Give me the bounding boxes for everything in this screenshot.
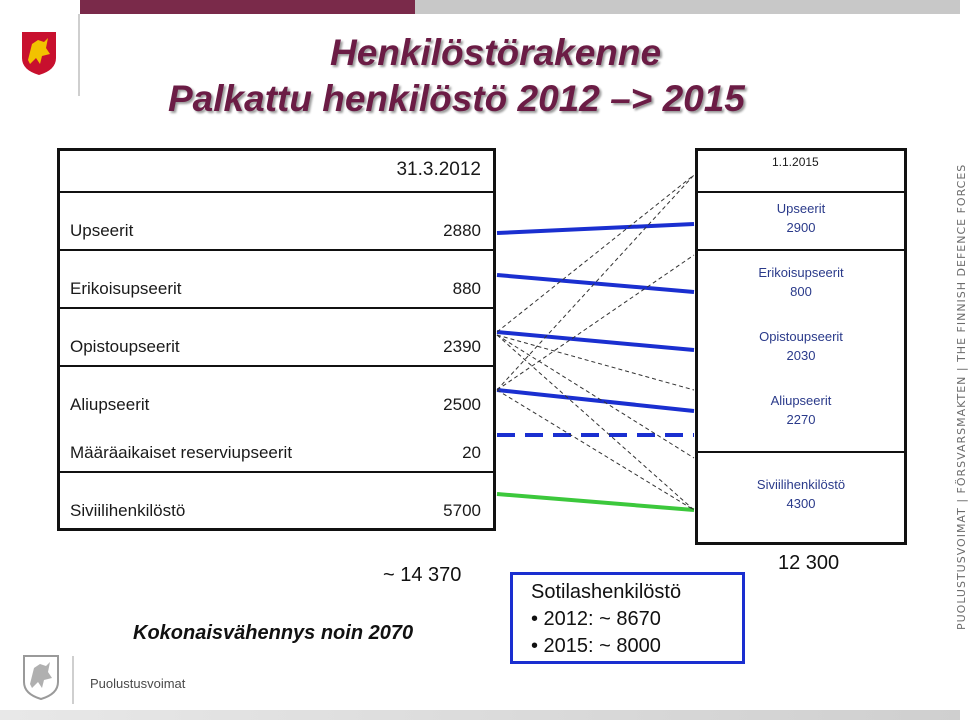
footer-emblem-icon bbox=[22, 654, 60, 700]
row-value: 2390 bbox=[443, 337, 481, 356]
row-value: 2880 bbox=[443, 221, 481, 240]
row-value: 5700 bbox=[443, 501, 481, 520]
row-label: Määräaikaiset reserviupseerit bbox=[70, 443, 293, 462]
total-reduction: Kokonaisvähennys noin 2070 bbox=[133, 622, 414, 644]
row-value: 20 bbox=[462, 443, 481, 462]
row-label: Upseerit bbox=[70, 221, 134, 240]
military-box-line2: • 2015: ~ 8000 bbox=[531, 635, 661, 657]
cell-value: 2270 bbox=[786, 412, 816, 427]
connector-siviilihenkilosto bbox=[497, 494, 694, 510]
connector-aliupseerit bbox=[497, 390, 694, 411]
total-2012: ~ 14 370 bbox=[383, 564, 462, 586]
bottom-bar bbox=[0, 710, 960, 720]
page-title: Henkilöstörakenne bbox=[330, 32, 662, 73]
side-organisation-text: PUOLUSTUSVOIMAT | FÖRSVARSMAKTEN | THE FINNISH DEFENCE FORCES bbox=[955, 163, 968, 630]
table-2012-date: 31.3.2012 bbox=[396, 159, 481, 180]
cell-label: Aliupseerit bbox=[770, 393, 832, 408]
page-subtitle: Palkattu henkilöstö 2012 –> 2015 bbox=[168, 78, 745, 119]
cell-value: 800 bbox=[790, 284, 812, 299]
row-value: 2500 bbox=[443, 395, 481, 414]
military-personnel-box bbox=[510, 572, 745, 664]
row-label: Aliupseerit bbox=[70, 395, 150, 414]
cell-value: 2030 bbox=[786, 348, 816, 363]
military-box-title: Sotilashenkilöstö bbox=[531, 581, 682, 603]
connector-erikoisupseerit bbox=[497, 275, 694, 292]
row-value: 880 bbox=[452, 279, 481, 298]
row-label: Opistoupseerit bbox=[70, 337, 180, 356]
cell-label: Opistoupseerit bbox=[759, 329, 843, 344]
cell-label: Upseerit bbox=[776, 201, 826, 216]
total-2015: 12 300 bbox=[778, 552, 840, 574]
footer-divider bbox=[72, 656, 74, 704]
row-label: Siviilihenkilöstö bbox=[70, 501, 186, 520]
table-2015-date: 1.1.2015 bbox=[772, 155, 819, 169]
cell-value: 2900 bbox=[786, 220, 816, 235]
connector-opistoupseerit bbox=[497, 332, 694, 350]
connector-upseerit bbox=[497, 224, 694, 233]
footer-organisation: Puolustusvoimat bbox=[90, 676, 186, 691]
cell-label: Siviilihenkilöstö bbox=[756, 477, 846, 492]
cell-value: 4300 bbox=[786, 496, 816, 511]
cell-label: Erikoisupseerit bbox=[758, 265, 844, 280]
row-label: Erikoisupseerit bbox=[70, 279, 182, 298]
military-box-line1: • 2012: ~ 8670 bbox=[531, 608, 661, 630]
